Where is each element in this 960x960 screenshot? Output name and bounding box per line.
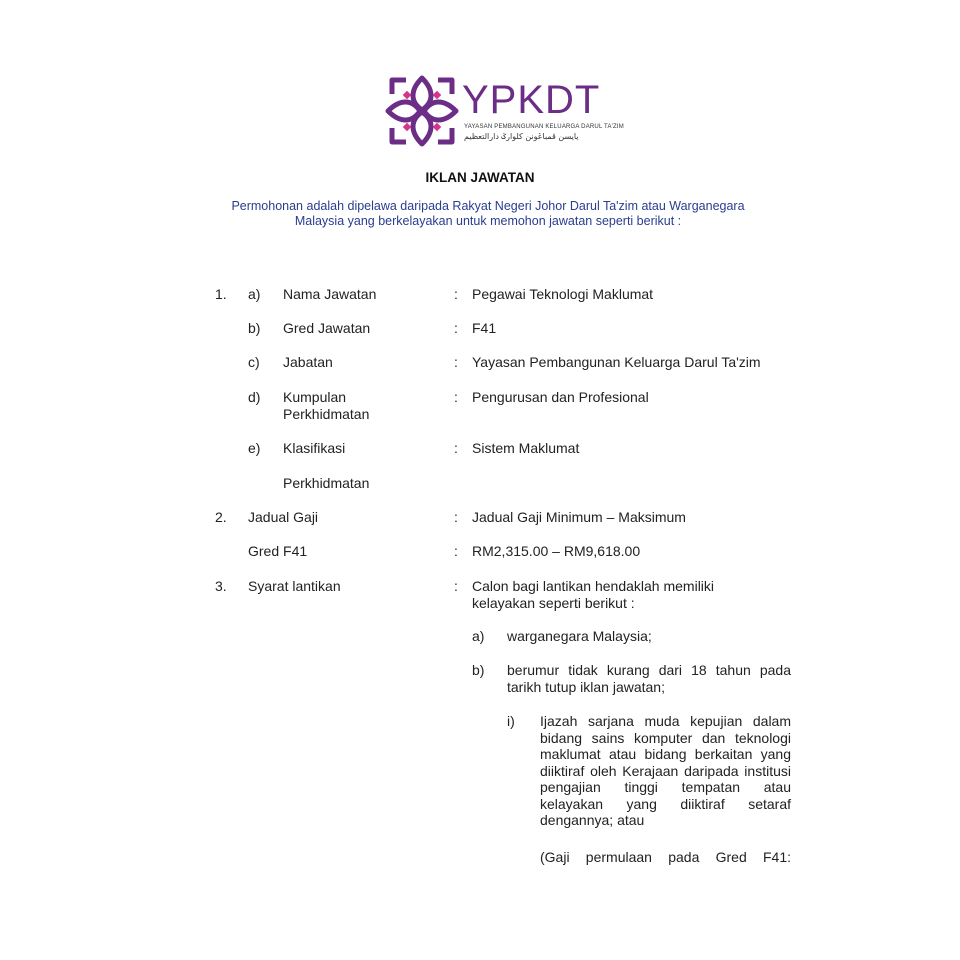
- item-1a-letter: a): [248, 286, 261, 302]
- item-1d-colon: :: [454, 389, 458, 405]
- condition-b-letter: b): [472, 662, 485, 678]
- item-1d-label: Kumpulan: [283, 389, 347, 405]
- ypkdt-emblem-icon: [384, 72, 460, 150]
- section-3-number: 3.: [215, 578, 227, 594]
- section-2-number: 2.: [215, 509, 227, 525]
- item-1c-colon: :: [454, 354, 458, 370]
- condition-a-text: warganegara Malaysia;: [507, 628, 652, 644]
- item-1d-letter: d): [248, 389, 261, 405]
- item-1b-letter: b): [248, 320, 261, 336]
- section-3-colon: :: [454, 578, 458, 594]
- condition-i-letter: i): [507, 713, 515, 729]
- item-1b-label: Gred Jawatan: [283, 320, 371, 336]
- section-2-value: Jadual Gaji Minimum – Maksimum: [472, 509, 686, 525]
- item-1c-letter: c): [248, 354, 260, 370]
- item-1c-value: Yayasan Pembangunan Keluarga Darul Ta'zim: [472, 354, 761, 370]
- salary-note: (Gaji permulaan pada Gred F41:: [540, 849, 791, 865]
- intro-line-2: Malaysia yang berkelayakan untuk memohon jawatan seperti berikut :: [294, 214, 682, 228]
- condition-a-letter: a): [472, 628, 485, 644]
- page-title: IKLAN JAWATAN: [425, 170, 535, 185]
- item-1b-colon: :: [454, 320, 458, 336]
- section-2-sub-label: Gred F41: [248, 543, 308, 559]
- item-1e-label: Klasifikasi: [283, 440, 346, 456]
- section-2-sub-colon: :: [454, 543, 458, 559]
- condition-i-text: Ijazah sarjana muda kepujian dalam bidang sains komputer dan teknologi maklumat atau bidang berkaitan yang diiktiraf oleh Kerajaan daripada institusi pengajian tinggi tempatan atau kelayakan yang diiktiraf setaraf dengannya; atau: [540, 713, 791, 828]
- condition-b-text: berumur tidak kurang dari 18 tahun pada tarikh tutup iklan jawatan;: [507, 662, 791, 695]
- section-2-sub-value: RM2,315.00 – RM9,618.00: [472, 543, 641, 559]
- item-1c-label: Jabatan: [283, 354, 333, 370]
- item-1e-label-line2: Perkhidmatan: [283, 475, 370, 491]
- section-3-label: Syarat lantikan: [248, 578, 341, 594]
- item-1b-value: F41: [472, 320, 497, 336]
- logo-wordmark: YPKDT: [462, 78, 601, 122]
- item-1e-letter: e): [248, 440, 261, 456]
- item-1e-value: Sistem Maklumat: [472, 440, 580, 456]
- section-2-colon: :: [454, 509, 458, 525]
- logo-subtitle-jawi: يايسن ڤمباڠونن كلوارݢ دارالتعظيم: [464, 132, 579, 141]
- intro-line-1: Permohonan adalah dipelawa daripada Rakyat Negeri Johor Darul Ta'zim atau Warganegara: [231, 199, 745, 213]
- item-1d-value: Pengurusan dan Profesional: [472, 389, 649, 405]
- section-3-intro-line-1: Calon bagi lantikan hendaklah memiliki: [472, 578, 715, 594]
- item-1a-value: Pegawai Teknologi Maklumat: [472, 286, 654, 302]
- intro-paragraph: [228, 199, 748, 229]
- section-3-intro-line-2: kelayakan seperti berikut :: [472, 595, 635, 611]
- logo-subtitle-latin: YAYASAN PEMBANGUNAN KELUARGA DARUL TA'ZIM: [464, 124, 624, 130]
- item-1a-colon: :: [454, 286, 458, 302]
- section-1-number: 1.: [215, 286, 227, 302]
- ypkdt-logo: [384, 70, 624, 154]
- item-1a-label: Nama Jawatan: [283, 286, 377, 302]
- section-2-label: Jadual Gaji: [248, 509, 319, 525]
- item-1e-colon: :: [454, 440, 458, 456]
- item-1d-label-line2: Perkhidmatan: [283, 406, 370, 422]
